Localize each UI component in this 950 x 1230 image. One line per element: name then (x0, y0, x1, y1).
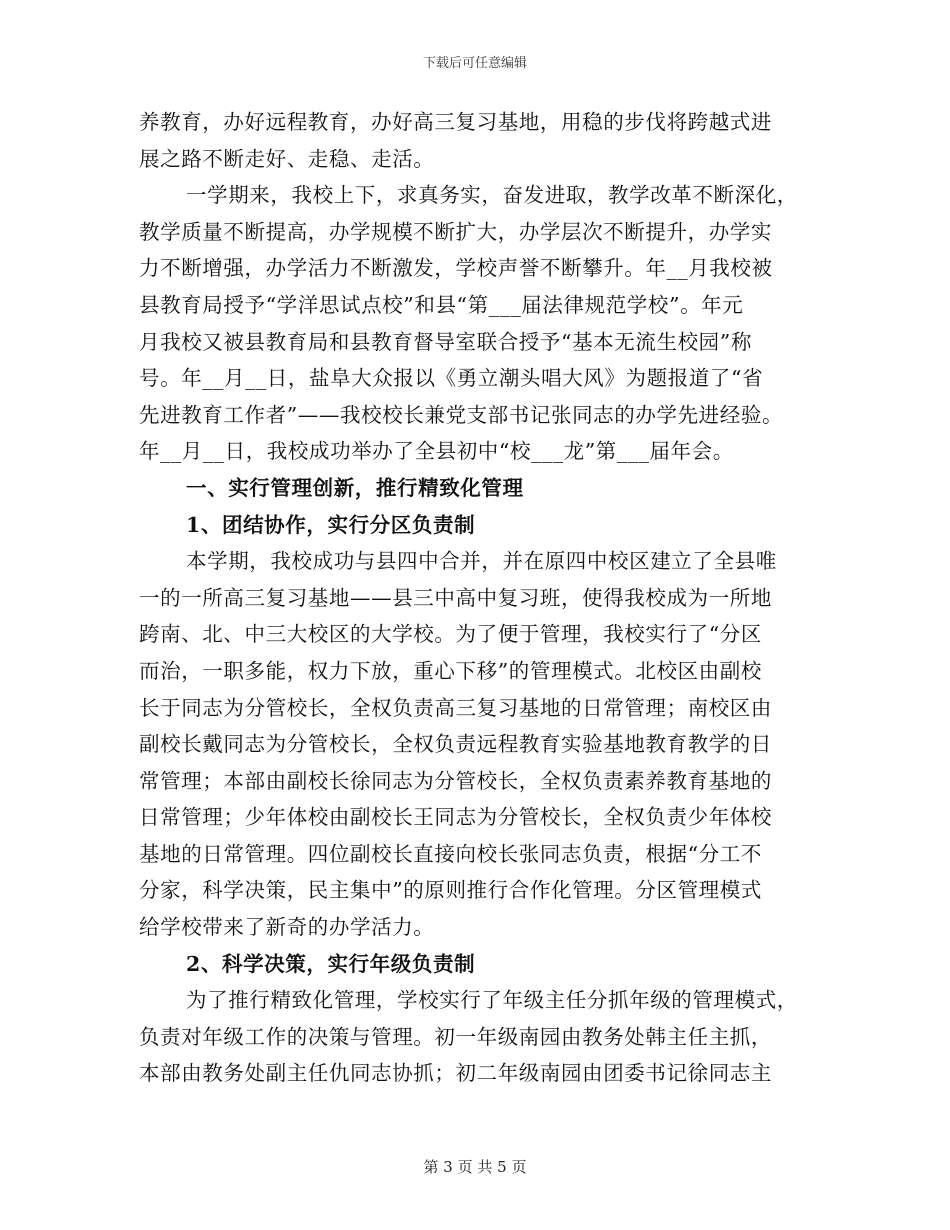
text-line: 号。年__月__日，盐阜大众报以《勇立潮头唱大风》为题报道了“省 (139, 366, 764, 391)
text-line: 分家，科学决策，民主集中”的原则推行合作化管理。分区管理模式 (139, 878, 762, 903)
paragraph-first-line: 为了推行精致化管理，学校实行了年级主任分抓年级的管理模式， (186, 988, 798, 1013)
subsection-heading: 1、团结协作，实行分区负责制 (186, 512, 476, 537)
text-line: 本部由教务处副主任仇同志协抓；初二年级南园由团委书记徐同志主 (139, 1061, 772, 1086)
text-line: 先进教育工作者”——我校校长兼党支部书记张同志的办学先进经验。 (139, 402, 784, 427)
paragraph-first-line: 本学期，我校成功与县四中合并，并在原四中校区建立了全县唯 (186, 549, 777, 574)
text-line: 长于同志为分管校长，全权负责高三复习基地的日常管理；南校区由 (139, 695, 772, 720)
text-line: 日常管理；少年体校由副校长王同志为分管校长，全权负责少年体校 (139, 805, 772, 830)
text-line: 力不断增强，办学活力不断激发，学校声誉不断攀升。年__月我校被 (139, 256, 773, 281)
paragraph-first-line: 一学期来，我校上下，求真务实，奋发进取，教学改革不断深化， (186, 183, 798, 208)
text-line: 跨南、北、中三大校区的大学校。为了便于管理，我校实行了“分区 (139, 622, 762, 647)
text-line: 而治，一职多能，权力下放，重心下移”的管理模式。北校区由副校 (139, 658, 762, 683)
text-line: 基地的日常管理。四位副校长直接向校长张同志负责，根据“分工不 (139, 841, 762, 866)
document-body (139, 104, 811, 1092)
text-line: 常管理；本部由副校长徐同志为分管校长，全权负责素养教育基地的 (139, 768, 772, 793)
text-line: 月我校又被县教育局和县教育督导室联合授予“基本无流生校园”称 (139, 329, 752, 354)
text-line: 教学质量不断提高，办学规模不断扩大，办学层次不断提升，办学实 (139, 219, 772, 244)
text-line: 负责对年级工作的决策与管理。初一年级南园由教务处韩主任主抓， (139, 1024, 772, 1049)
section-heading: 一、实行管理创新，推行精致化管理 (186, 475, 524, 500)
subsection-heading: 2、科学决策，实行年级负责制 (186, 951, 476, 976)
text-line: 一的一所高三复习基地——县三中高中复习班，使得我校成为一所地 (139, 585, 772, 610)
page-header: 下载后可任意编辑 (422, 56, 527, 71)
text-line: 副校长戴同志为分管校长，全权负责远程教育实验基地教育教学的日 (139, 732, 772, 757)
page-footer: 第 3 页 共 5 页 (423, 1158, 527, 1176)
text-line: 年__月__日，我校成功举办了全县初中“校___龙”第___届年会。 (139, 439, 734, 464)
text-line: 展之路不断走好、走稳、走活。 (139, 146, 435, 171)
text-line: 县教育局授予“学洋思试点校”和县“第___届法律规范学校”。年元 (139, 292, 744, 317)
text-line: 养教育，办好远程教育，办好高三复习基地，用稳的步伐将跨越式进 (139, 110, 772, 134)
text-line: 给学校带来了新奇的办学活力。 (139, 915, 435, 940)
